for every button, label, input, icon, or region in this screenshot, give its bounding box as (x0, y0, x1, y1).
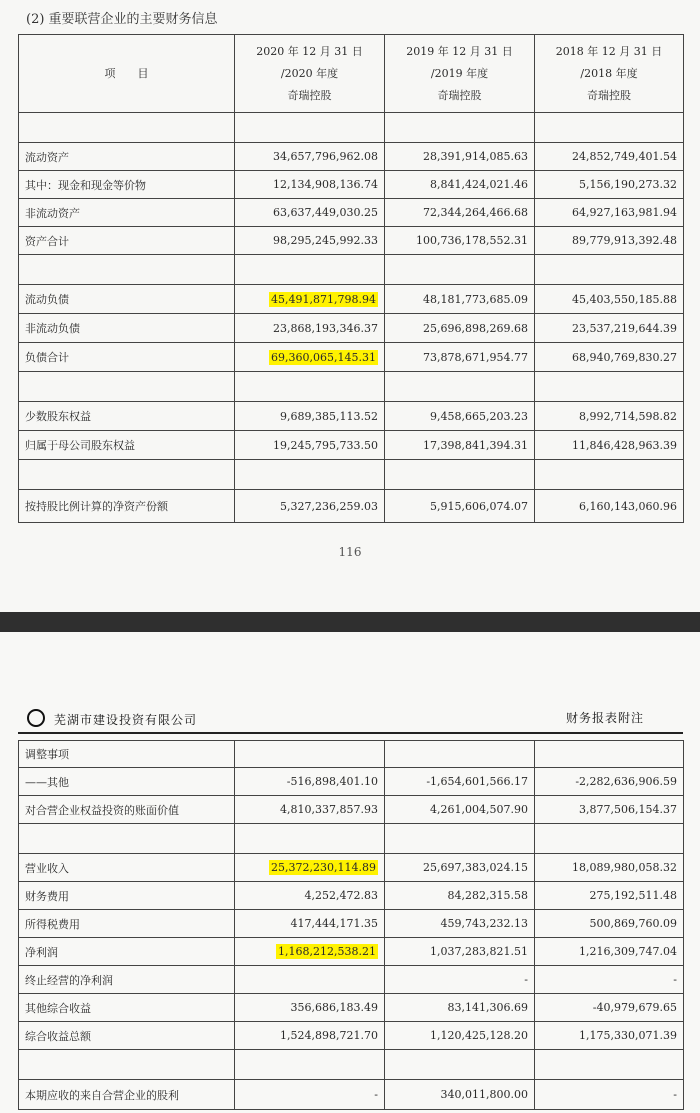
highlighted-value: 45,491,871,798.94 (271, 292, 376, 306)
table-row: ——其他 -516,898,401.10 -1,654,601,566.17 -2,282,636,906.59 (19, 768, 684, 796)
table-row: 调整事项 (19, 741, 684, 768)
table-row: 负债合计 69,360,065,145.31 73,878,671,954.77 68,940,769,830.27 (19, 343, 684, 372)
table-row: 流动负债 45,491,871,798.94 48,181,773,685.09 45,403,550,185.88 (19, 285, 684, 314)
financial-table-2 (18, 740, 684, 1110)
table-row: 其他综合收益 356,686,183.49 83,141,306.69 -40,979,679.65 (19, 994, 684, 1022)
table-row: 对合营企业权益投资的账面价值 4,810,337,857.93 4,261,004,507.90 3,877,506,154.37 (19, 796, 684, 824)
table-row: 归属于母公司股东权益 19,245,795,733.50 17,398,841,394.31 11,846,428,963.39 (19, 431, 684, 460)
table-header-row (19, 35, 684, 113)
company-logo-icon (27, 709, 45, 727)
table-row: 营业收入 25,372,230,114.89 25,697,383,024.15 18,089,980,058.32 (19, 854, 684, 882)
table-row: 流动资产 34,657,796,962.08 28,391,914,085.63 24,852,749,401.54 (19, 143, 684, 171)
header-col-2019: 2019 年 12 月 31 日 /2019 年度 奇瑞控股 (385, 35, 535, 113)
table-row: 按持股比例计算的净资产份额 5,327,236,259.03 5,915,606,074.07 6,160,143,060.96 (19, 490, 684, 523)
table-row: 财务费用 4,252,472.83 84,282,315.58 275,192,511.48 (19, 882, 684, 910)
table-row: 净利润 1,168,212,538.21 1,037,283,821.51 1,216,309,747.04 (19, 938, 684, 966)
section-heading: (2) 重要联营企业的主要财务信息 (26, 12, 218, 27)
highlighted-value: 69,360,065,145.31 (271, 350, 376, 364)
table-row: 所得税费用 417,444,171.35 459,743,232.13 500,869,760.09 (19, 910, 684, 938)
table-row: 非流动负债 23,868,193,346.37 25,696,898,269.68 23,537,219,644.39 (19, 314, 684, 343)
blank-row (19, 255, 684, 285)
highlighted-value: 1,168,212,538.21 (278, 945, 376, 958)
table-row: 资产合计 98,295,245,992.33 100,736,178,552.31 89,779,913,392.48 (19, 227, 684, 255)
page-2 (0, 632, 700, 1113)
page-number: 116 (338, 545, 362, 559)
header-rule (18, 732, 683, 734)
table-row: 综合收益总额 1,524,898,721.70 1,120,425,128.20 1,175,330,071.39 (19, 1022, 684, 1050)
report-note-title: 财务报表附注 (566, 711, 645, 725)
table-row: 少数股东权益 9,689,385,113.52 9,458,665,203.23 8,992,714,598.82 (19, 402, 684, 431)
blank-row (19, 113, 684, 143)
table-row: 非流动资产 63,637,449,030.25 72,344,264,466.68 64,927,163,981.94 (19, 199, 684, 227)
blank-row (19, 372, 684, 402)
blank-row (19, 824, 684, 854)
header-item: 项 目 (19, 35, 235, 113)
financial-table-1 (18, 34, 684, 523)
header-col-2018: 2018 年 12 月 31 日 /2018 年度 奇瑞控股 (535, 35, 684, 113)
table-row: 本期应收的来自合营企业的股利 - 340,011,800.00 - (19, 1080, 684, 1110)
table-row: 终止经营的净利润 - - (19, 966, 684, 994)
blank-row (19, 1050, 684, 1080)
blank-row (19, 460, 684, 490)
highlighted-value: 25,372,230,114.89 (271, 861, 376, 874)
table-row: 其中：现金和现金等价物 12,134,908,136.74 8,841,424,021.46 5,156,190,273.32 (19, 171, 684, 199)
header-col-2020: 2020 年 12 月 31 日 /2020 年度 奇瑞控股 (235, 35, 385, 113)
page-divider (0, 612, 700, 632)
company-name: 芜湖市建设投资有限公司 (54, 713, 198, 727)
